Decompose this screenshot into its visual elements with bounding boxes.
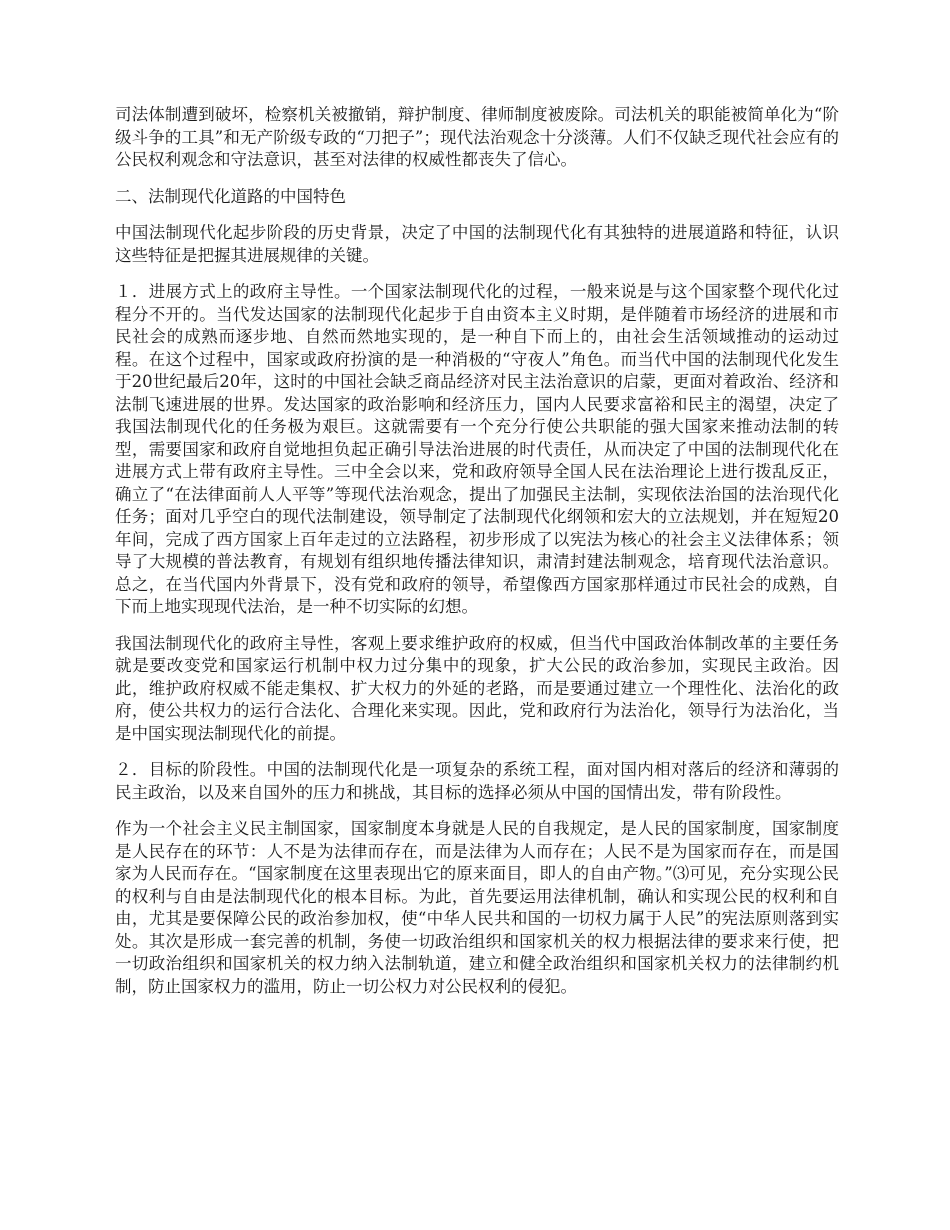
paragraph-point-2: ２．目标的阶段性。中国的法制现代化是一项复杂的系统工程，面对国内相对落后的经济和薄弱的民主政治，以及来自国外的压力和挑战，其目标的选择必须从中国的国情出发，带有阶段性。 — [115, 760, 839, 802]
paragraph-intro: 中国法制现代化起步阶段的历史背景，决定了中国的法制现代化有其独特的进展道路和特征，认识这些特征是把握其进展规律的关键。 — [115, 223, 839, 265]
section-heading: 二、法制现代化道路的中国特色 — [115, 186, 346, 206]
document-page — [115, 104, 839, 1012]
paragraph-judicial-destruction: 司法体制遭到破坏，检察机关被撤销，辩护制度、律师制度被废除。司法机关的职能被简单化为“阶级斗争的工具”和无产阶级专政的“刀把子”；现代法治观念十分淡薄。人们不仅缺乏现代社会应有的公民权利观念和守法意识，甚至对法律的权威性都丧失了信心。 — [115, 105, 839, 169]
paragraph-point-1: １．进展方式上的政府主导性。一个国家法制现代化的过程，一般来说是与这个国家整个现代化过程分不开的。当代发达国家的法制现代化起步于自由资本主义时期，是伴随着市场经济的进展和市民社会的成熟而逐步地、自然而然地实现的，是一种自下而上的，由社会生活领域推动的运动过程。在这个过程中，国家或政府扮演的是一种消极的“守夜人”角色。而当代中国的法制现代化发生于20世纪最后20年，这时的中国社会缺乏商品经济对民主法治意识的启蒙，更面对着政治、经济和法制飞速进展的世界。发达国家的政治影响和经济压力，国内人民要求富裕和民主的渴望，决定了我国法制现代化的任务极为艰巨。这就需要有一个充分行使公共职能的强大国家来推动法制的转型，需要国家和政府自觉地担负起正确引导法治进展的时代责任，从而决定了中国的法制现代化在进展方式上带有政府主导性。三中全会以来，党和政府领导全国人民在法治理论上进行拨乱反正，确立了“在法律面前人人平等”等现代法治观念，提出了加强民主法制，实现依法治国的法治现代化任务；面对几乎空白的现代法制建设，领导制定了法制现代化纲领和宏大的立法规划，并在短短20年间，完成了西方国家上百年走过的立法路程，初步形成了以宪法为核心的社会主义法律体系；领导了大规模的普法教育，有规划有组织地传播法律知识，肃清封建法制观念，培育现代法治意识。总之，在当代国内外背景下，没有党和政府的领导，希望像西方国家那样通过市民社会的成熟，自下而上地实现现代法治，是一种不切实际的幻想。 — [115, 282, 839, 616]
paragraph-democratic-state: 作为一个社会主义民主制国家，国家制度本身就是人民的自我规定，是人民的国家制度，国家制度是人民存在的环节：人不是为法律而存在，而是法律为人而存在；人民不是为国家而存在，而是国家为人民而存在。“国家制度在这里表现出它的原来面目，即人的自由产物。”⑶可见，充分实现公民的权利与自由是法制现代化的根本目标。为此，首先要运用法律机制，确认和实现公民的权利和自由，尤其是要保障公民的政治参加权，使“中华人民共和国的一切权力属于人民”的宪法原则落到实处。其次是形成一套完善的机制，务使一切政治组织和国家机关的权力根据法律的要求来行使，把一切政治组织和国家机关的权力纳入法制轨道，建立和健全政治组织和国家机关权力的法律制约机制，防止国家权力的滥用，防止一切公权力对公民权利的侵犯。 — [115, 819, 839, 996]
paragraph-government-authority: 我国法制现代化的政府主导性，客观上要求维护政府的权威，但当代中国政治体制改革的主要任务就是要改变党和国家运行机制中权力过分集中的现象，扩大公民的政治参加，实现民主政治。因此，维护政府权威不能走集权、扩大权力的外延的老路，而是要通过建立一个理性化、法治化的政府，使公共权力的运行合法化、合理化来实现。因此，党和政府行为法治化，领导行为法治化，当是中国实现法制现代化的前提。 — [115, 633, 839, 743]
